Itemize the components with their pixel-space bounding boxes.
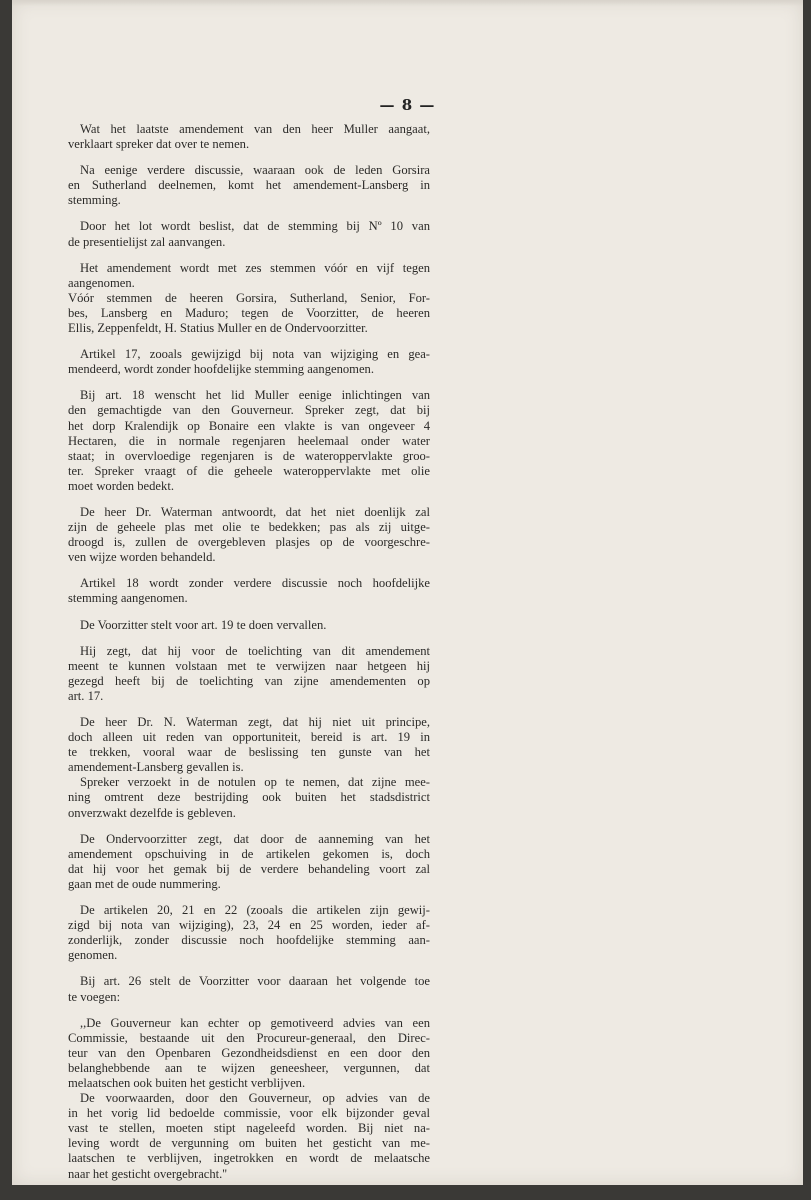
paragraph-line: Artikel 18 wordt zonder verdere discussie noch hoofdelijke: [80, 576, 430, 591]
paragraph-line: te trekken, vooral waar de beslissing ten gunste van het: [68, 745, 430, 760]
paragraph: [68, 832, 430, 892]
paragraph: [68, 388, 430, 494]
paragraph-line: De Voorzitter stelt voor art. 19 te doen vervallen.: [80, 617, 327, 632]
paragraph: [68, 974, 430, 1004]
paragraph-line: leving wordt de vergunning om buiten het gesticht van me-: [68, 1136, 430, 1151]
paragraph-line: De Ondervoorzitter zegt, dat door de aanneming van het: [80, 831, 430, 846]
paragraph-line: Het amendement wordt met zes stemmen vóór en vijf tegen: [80, 260, 430, 275]
paragraph-line: genomen.: [68, 948, 118, 963]
paragraph-line: vast te stellen, moeten stipt nageleefd worden. Bij niet na-: [68, 1121, 430, 1136]
paragraph-line: zigd bij nota van wijziging), 23, 24 en 25 worden, ieder af-: [68, 918, 430, 933]
paragraph: [68, 1016, 430, 1091]
paragraph-line: aangenomen.: [68, 275, 135, 290]
paragraph-line: zonderlijk, zonder discussie noch hoofdelijke stemming aan-: [68, 933, 430, 948]
paragraph-line: Ellis, Zeppenfeldt, H. Statius Muller en de Ondervoorzitter.: [68, 321, 368, 336]
paragraph-line: Vóór stemmen de heeren Gorsira, Sutherland, Senior, For-: [68, 290, 430, 305]
paragraph: [68, 644, 430, 704]
paragraph: [68, 163, 430, 208]
document-page: [12, 0, 803, 1185]
paragraph-line: stemming.: [68, 193, 121, 208]
paragraph-line: De heer Dr. Waterman antwoordt, dat het niet doenlijk zal: [80, 504, 430, 519]
paragraph-line: belanghebbende aan te wijzen geneesheer, vergunnen, dat: [68, 1060, 430, 1075]
paragraph-line: stemming aangenomen.: [68, 591, 188, 606]
paragraph-line: laatschen te verblijven, ingetrokken en wordt de melaatsche: [68, 1151, 430, 1166]
paragraph-line: De artikelen 20, 21 en 22 (zooals die artikelen zijn gewij-: [80, 903, 430, 918]
paragraph-line: onverzwakt dezelfde is gebleven.: [68, 805, 236, 820]
paragraph-line: verklaart spreker dat over te nemen.: [68, 137, 250, 152]
paragraph-line: dat hij voor het gemak bij de verdere behandeling voort zal: [68, 861, 430, 876]
page-edge: [12, 0, 803, 6]
paragraph: [68, 775, 430, 820]
paragraph: [68, 903, 430, 963]
paragraph-line: ter. Spreker vraagt of die geheele wateroppervlakte met olie: [68, 463, 430, 478]
paragraph-line: Spreker verzoekt in de notulen op te nemen, dat zijne mee-: [80, 775, 430, 790]
paragraph: [68, 347, 430, 377]
paragraph-line: teur van den Openbaren Gezondheidsdienst en een door den: [68, 1045, 430, 1060]
paragraph-line: mendeerd, wordt zonder hoofdelijke stemming aangenomen.: [68, 362, 375, 377]
paragraph-line: ning omtrent deze bestrijding ook buiten het stadsdistrict: [68, 790, 430, 805]
paragraph: [68, 715, 430, 775]
paragraph-line: de presentielijst zal aanvangen.: [68, 234, 226, 249]
paragraph-line: het dorp Kralendijk op Bonaire een vlakte is van ongeveer 4: [68, 418, 430, 433]
paragraph: [68, 219, 430, 249]
paragraph-line: gaan met de oude nummering.: [68, 876, 221, 891]
paragraph: [68, 576, 430, 606]
paragraph-line: Wat het laatste amendement van den heer Muller aangaat,: [80, 122, 430, 136]
paragraph-line: moet worden bedekt.: [68, 478, 174, 493]
paragraph-line: amendement opschuiving in de artikelen gekomen is, doch: [68, 846, 430, 861]
paragraph-line: ven wijze worden behandeld.: [68, 550, 216, 565]
paragraph-line: gezegd heeft bij de toelichting van zijne amendementen op: [68, 673, 430, 688]
paragraph-line: De heer Dr. N. Waterman zegt, dat hij niet uit principe,: [80, 715, 430, 729]
paragraph-line: Door het lot wordt beslist, dat de stemming bij Nº 10 van: [80, 219, 430, 234]
paragraph: [68, 122, 430, 152]
paragraph-line: Hij zegt, dat hij voor de toelichting van dit amendement: [80, 643, 430, 658]
paragraph-line: Bij art. 18 wenscht het lid Muller eenige inlichtingen van: [80, 388, 430, 403]
paragraph-line: naar het gesticht overgebracht.'': [68, 1166, 227, 1181]
paragraph-line: Hectaren, die in normale regenjaren heelemaal onder water: [68, 433, 430, 448]
paragraph: [68, 1091, 430, 1182]
paragraph-line: staat; in overvloedige regenjaren is de wateroppervlakte groo-: [68, 448, 430, 463]
page-number: — 8 —: [379, 96, 436, 114]
paragraph-line: in het vorig lid bedoelde commissie, voor elk bijzonder geval: [68, 1106, 430, 1121]
paragraph-line: Artikel 17, zooals gewijzigd bij nota van wijziging en gea-: [80, 347, 430, 362]
paragraph-line: bes, Lansberg en Maduro; tegen de Voorzitter, de heeren: [68, 305, 430, 320]
paragraph-line: en Sutherland deelnemen, komt het amendement-Lansberg in: [68, 178, 430, 193]
document-body: [68, 122, 430, 1193]
paragraph-line: meent te kunnen volstaan met te verwijzen naar hetgeen hij: [68, 658, 430, 673]
paragraph-line: doch alleen uit reden van opportuniteit, bereid is art. 19 in: [68, 730, 430, 745]
paragraph: [68, 505, 430, 565]
paragraph-line: Na eenige verdere discussie, waaraan ook de leden Gorsira: [80, 163, 430, 178]
paragraph-line: te voegen:: [68, 989, 121, 1004]
paragraph-line: den gemachtigde van den Gouverneur. Spreker zegt, dat bij: [68, 403, 430, 418]
paragraph-line: amendement-Lansberg gevallen is.: [68, 760, 244, 775]
paragraph-line: art. 17.: [68, 688, 104, 703]
paragraph: [68, 261, 430, 336]
paragraph-line: melaatschen ook buiten het gesticht verblijven.: [68, 1075, 306, 1090]
paragraph: [68, 618, 430, 633]
paragraph-line: Bij art. 26 stelt de Voorzitter voor daaraan het volgende toe: [80, 974, 430, 989]
paragraph-line: De voorwaarden, door den Gouverneur, op advies van de: [80, 1091, 430, 1106]
paragraph-line: droogd is, zullen de overgebleven plasjes op de voorgeschre-: [68, 535, 430, 550]
paragraph-line: ,,De Gouverneur kan echter op gemotiveerd advies van een: [80, 1015, 430, 1030]
paragraph-line: Commissie, bestaande uit den Procureur-generaal, den Direc-: [68, 1030, 430, 1045]
paragraph-line: zijn de geheele plas met olie te bedekken; pas als zij uitge-: [68, 520, 430, 535]
